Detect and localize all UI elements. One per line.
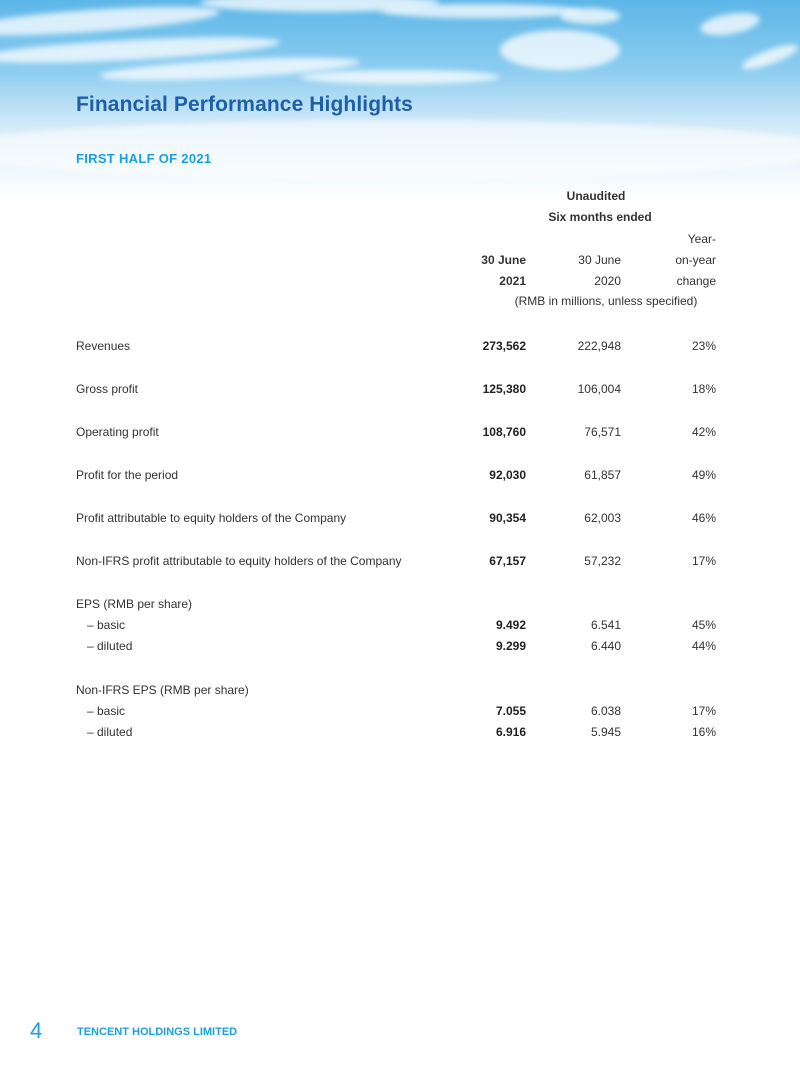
value-yoy: 18% bbox=[691, 382, 716, 396]
value-2020: 5.945 bbox=[590, 725, 621, 739]
table-row bbox=[76, 554, 716, 570]
value-yoy: 49% bbox=[691, 468, 716, 482]
cloud bbox=[0, 120, 800, 180]
header-col3-line2: on-year bbox=[675, 253, 716, 267]
value-2021: 9.492 bbox=[495, 618, 526, 632]
cloud bbox=[300, 70, 500, 84]
value-2020: 62,003 bbox=[584, 511, 621, 525]
row-label: Gross profit bbox=[76, 382, 139, 396]
table-row bbox=[76, 639, 716, 655]
value-yoy: 23% bbox=[691, 339, 716, 353]
value-2020: 61,857 bbox=[584, 468, 621, 482]
value-2020: 222,948 bbox=[577, 339, 621, 353]
value-2020: 57,232 bbox=[584, 554, 621, 568]
header-col1-line1: 30 June bbox=[481, 253, 526, 267]
row-label: – diluted bbox=[87, 639, 133, 653]
table-row bbox=[76, 618, 716, 634]
value-2021: 67,157 bbox=[489, 554, 526, 568]
cloud bbox=[739, 40, 800, 74]
value-2021: 6.916 bbox=[495, 725, 526, 739]
cloud bbox=[560, 8, 620, 24]
table-row bbox=[76, 725, 716, 741]
value-2021: 273,562 bbox=[482, 339, 526, 353]
row-label: Revenues bbox=[76, 339, 131, 353]
row-label: Operating profit bbox=[76, 425, 159, 439]
value-yoy: 17% bbox=[691, 704, 716, 718]
row-label: – basic bbox=[87, 704, 126, 718]
header-col2-line2: 2020 bbox=[594, 274, 621, 288]
value-yoy: 16% bbox=[691, 725, 716, 739]
value-2021: 108,760 bbox=[482, 425, 526, 439]
nonifrs-eps-heading: Non-IFRS EPS (RMB per share) bbox=[76, 683, 249, 697]
table-row bbox=[76, 468, 716, 484]
cloud bbox=[699, 9, 762, 39]
header-unaudited: Unaudited bbox=[566, 189, 626, 203]
row-label: – basic bbox=[87, 618, 126, 632]
header-col1-line2: 2021 bbox=[499, 274, 526, 288]
table-row bbox=[76, 339, 716, 355]
cloud bbox=[380, 4, 580, 18]
value-yoy: 45% bbox=[691, 618, 716, 632]
value-2020: 106,004 bbox=[577, 382, 621, 396]
header-col2-line1: 30 June bbox=[578, 253, 621, 267]
eps-heading: EPS (RMB per share) bbox=[76, 597, 193, 611]
row-label: Profit for the period bbox=[76, 468, 179, 482]
value-2021: 7.055 bbox=[495, 704, 526, 718]
header-six-months: Six months ended bbox=[548, 210, 652, 224]
nonifrs-eps-heading-row bbox=[76, 683, 716, 699]
section-title: FIRST HALF OF 2021 bbox=[76, 151, 212, 166]
cloud bbox=[0, 1, 220, 41]
value-yoy: 17% bbox=[691, 554, 716, 568]
value-2021: 90,354 bbox=[489, 511, 526, 525]
value-yoy: 42% bbox=[691, 425, 716, 439]
value-yoy: 46% bbox=[691, 511, 716, 525]
value-2020: 76,571 bbox=[584, 425, 621, 439]
value-2021: 92,030 bbox=[489, 468, 526, 482]
value-2020: 6.541 bbox=[590, 618, 621, 632]
value-2020: 6.038 bbox=[590, 704, 621, 718]
company-name: TENCENT HOLDINGS LIMITED bbox=[77, 1026, 238, 1038]
cloud bbox=[500, 30, 620, 70]
row-label: – diluted bbox=[87, 725, 133, 739]
header-units: (RMB in millions, unless specified) bbox=[514, 294, 698, 308]
row-label: Non-IFRS profit attributable to equity holders of the Company bbox=[76, 554, 402, 568]
header-col3-line3: change bbox=[676, 274, 716, 288]
value-yoy: 44% bbox=[691, 639, 716, 653]
table-row bbox=[76, 382, 716, 398]
value-2020: 6.440 bbox=[590, 639, 621, 653]
table-row bbox=[76, 425, 716, 441]
value-2021: 9.299 bbox=[495, 639, 526, 653]
value-2021: 125,380 bbox=[482, 382, 526, 396]
table-row bbox=[76, 704, 716, 720]
eps-heading-row bbox=[76, 597, 716, 613]
page-title: Financial Performance Highlights bbox=[76, 93, 413, 116]
header-col3-line1: Year- bbox=[687, 232, 716, 246]
page-number: 4 bbox=[30, 1018, 43, 1043]
table-row bbox=[76, 511, 716, 527]
row-label: Profit attributable to equity holders of the Company bbox=[76, 511, 347, 525]
